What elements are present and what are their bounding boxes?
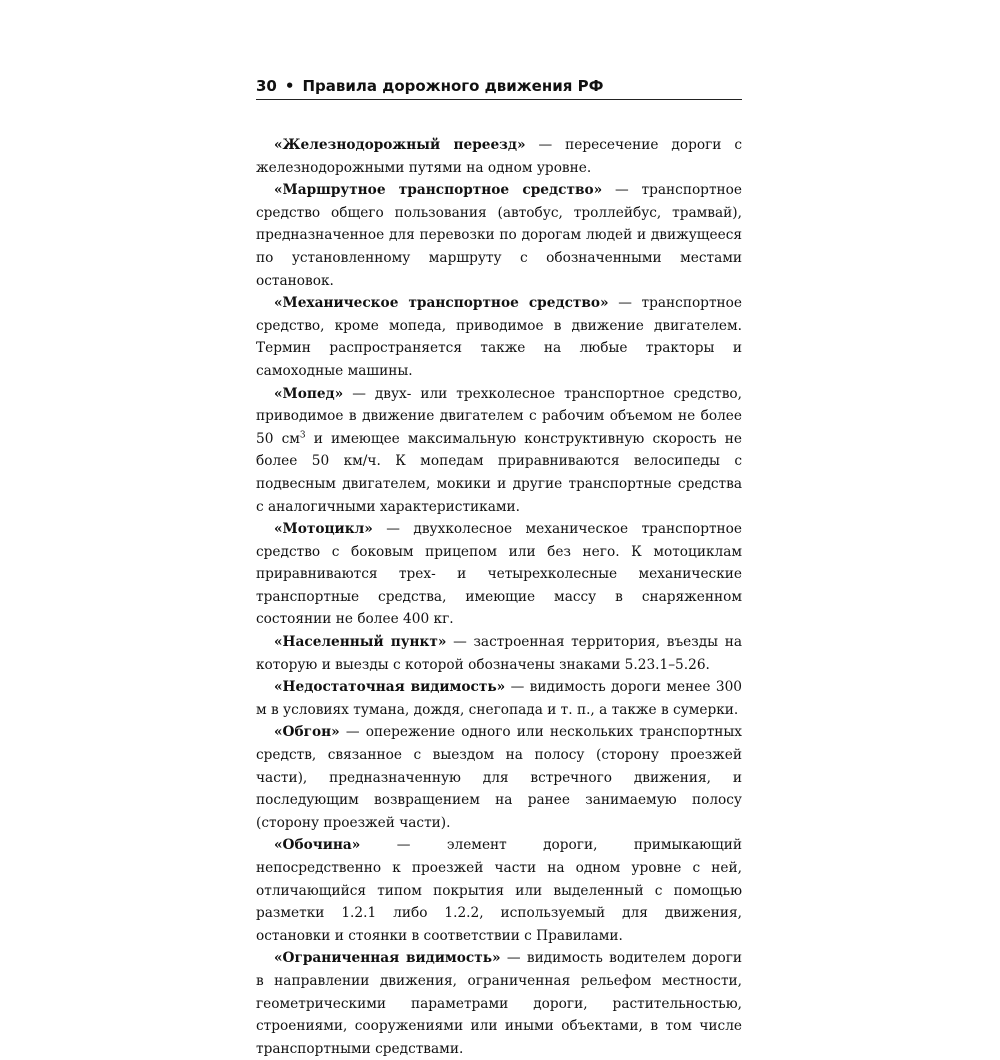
definition-text: — застроенная территория, въезды на которую и выезды с которой обозначены знаками 5.23.1–5.26. xyxy=(256,634,742,673)
definition-entry xyxy=(256,676,742,721)
header-bullet: • xyxy=(284,77,295,95)
definition-entry xyxy=(256,721,742,834)
definitions-text xyxy=(256,134,742,1060)
definition-term: «Обочина» xyxy=(274,837,361,854)
definition-text: — видимость дороги менее 300 м в условиях тумана, дождя, снегопада и т. п., а также в сумерки. xyxy=(256,679,742,718)
definition-text: и имеющее максимальную конструктивную скорость не более 50 км/ч. К мопедам приравниваются велосипеды с подвесным двигателем, мокики и другие транспортные средства с аналогичными характеристиками. xyxy=(256,430,742,515)
definition-term: «Железнодорожный переезд» xyxy=(274,137,526,153)
definition-entry xyxy=(256,383,742,519)
definition-term: «Механическое транспортное средство» xyxy=(274,295,609,312)
definition-entry xyxy=(256,518,742,631)
definition-text: — двухколесное механическое транспортное средство с боковым прицепом или без него. К мотоциклам приравниваются трех- и четырехколесные механические транспортные средства, имеющие массу в снаряженном состоянии не более 400 кг. xyxy=(256,521,742,628)
definition-text: — двух- или трехколесное транспортное средство, приводимое в движение двигателем с рабочим объемом не более 50 см xyxy=(256,385,742,447)
definition-text: — опережение одного или нескольких транспортных средств, связанное с выездом на полосу (сторону проезжей части), предназначенную для встречного движения, и последующим возвращением на ранее занимаемую полосу (сторону проезжей части). xyxy=(256,724,742,831)
definition-text: — транспортное средство общего пользования (автобус, троллейбус, трамвай), предназначенное для перевозки по дорогам людей и движущееся по установленному маршруту с обозначенными местами остановок. xyxy=(256,182,742,289)
definition-entry xyxy=(256,947,742,1060)
superscript: 3 xyxy=(299,430,306,441)
book-title: Правила дорожного движения РФ xyxy=(302,77,604,95)
definition-term: «Мопед» xyxy=(274,385,344,402)
definition-text: — элемент дороги, примыкающий непосредственно к проезжей части на одном уровне с ней, отличающийся типом покрытия или выделенный с помощью разметки 1.2.1 либо 1.2.2, используемый для движения, остановки и стоянки в соответствии с Правилами. xyxy=(256,837,742,944)
running-header xyxy=(256,76,742,96)
definition-entry xyxy=(256,134,742,179)
definition-entry xyxy=(256,834,742,947)
definition-text: — пересечение дороги с железнодорожными путями на одном уровне. xyxy=(256,137,742,176)
definition-term: «Ограниченная видимость» xyxy=(274,950,501,967)
definition-text: — видимость водителем дороги в направлении движения, ограниченная рельефом местности, геометрическими параметрами дороги, растительностью, строениями, сооружениями или иными объектами, в том числе транспортными средствами. xyxy=(256,950,742,1057)
definition-term: «Мотоцикл» xyxy=(274,521,373,538)
definition-term: «Обгон» xyxy=(274,724,340,741)
header-rule xyxy=(256,99,742,100)
definition-term: «Маршрутное транспортное средство» xyxy=(274,182,603,199)
definition-term: «Недостаточная видимость» xyxy=(274,679,506,696)
definition-entry xyxy=(256,179,742,292)
page-number: 30 xyxy=(256,77,277,95)
definition-entry xyxy=(256,292,742,382)
definition-entry xyxy=(256,631,742,676)
definition-term: «Населенный пункт» xyxy=(274,634,447,651)
definition-text: — транспортное средство, кроме мопеда, приводимое в движение двигателем. Термин распространяется также на любые тракторы и самоходные машины. xyxy=(256,295,742,379)
